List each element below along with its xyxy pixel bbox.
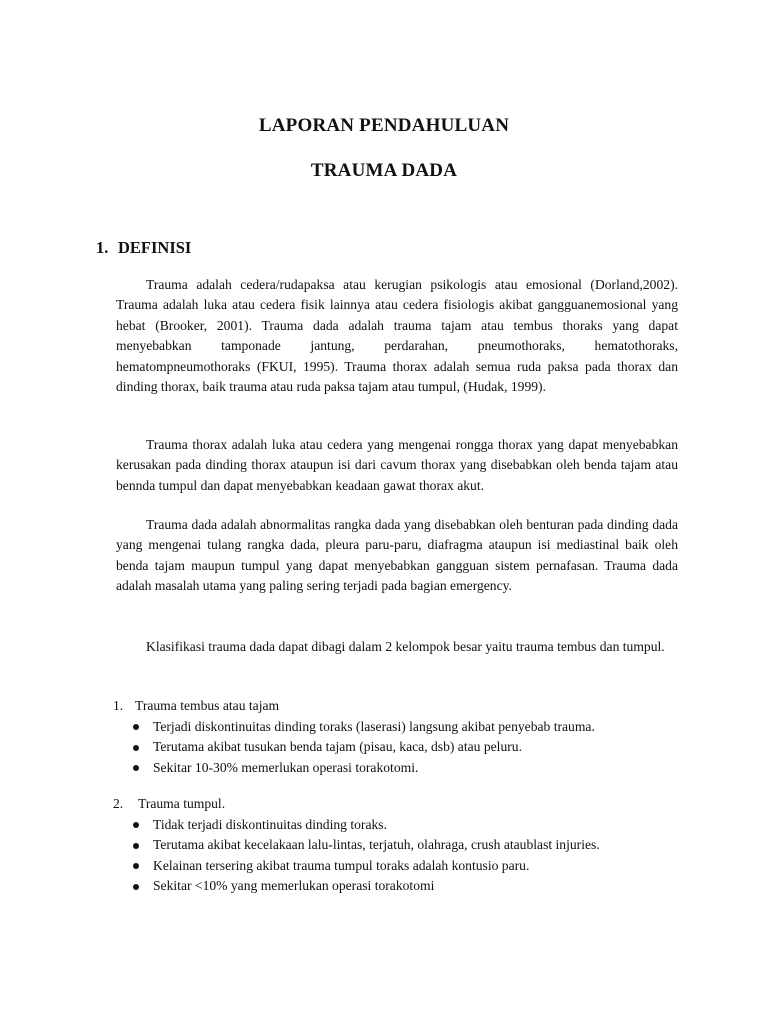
document-title: LAPORAN PENDAHULUAN <box>258 115 510 136</box>
bullet-icon <box>133 724 139 730</box>
paragraph-definition-2: Trauma thorax adalah luka atau cedera yang mengenai rongga thorax yang dapat menyebabkan kerusakan pada dinding thorax ataupun isi dari cavum thorax yang disebabkan oleh benda tajam atau bennda tumpul dan dapat menyebabkan keadaan gawat thorax akut. <box>116 437 678 493</box>
list-item <box>113 876 693 897</box>
paragraph-classification: Klasifikasi trauma dada dapat dibagi dalam 2 kelompok besar yaitu trauma tembus dan tumpul. <box>146 639 665 654</box>
section-number: 1. <box>96 238 109 257</box>
list-item <box>113 758 693 779</box>
list-item-text: Terutama akibat tusukan benda tajam (pisau, kaca, dsb) atau peluru. <box>153 739 522 754</box>
list-item <box>113 815 693 836</box>
document-subtitle: TRAUMA DADA <box>310 160 458 181</box>
bullet-list <box>113 717 693 779</box>
list-item-text: Sekitar 10-30% memerlukan operasi torakotomi. <box>153 759 419 775</box>
paragraph-definition-3: Trauma dada adalah abnormalitas rangka dada yang disebabkan oleh benturan pada dinding dada yang mengenai tulang rangka dada, pleura paru-paru, diafragma ataupun isi mediastinal baik oleh benda tajam maupun tumpul yang dapat menyebabkan gangguan sistem pernafasan. Trauma dada adalah masalah utama yang paling sering terjadi pada bagian emergency. <box>116 517 678 594</box>
list-number: 2. <box>113 796 124 811</box>
paragraph-definition-1: Trauma adalah cedera/rudapaksa atau kerugian psikologis atau emosional (Dorland,2002). Trauma adalah luka atau cedera fisik lainnya atau cedera fisiologis akibat gangguanemosional yang hebat (Brooker, 2001). Trauma dada adalah trauma tajam atau tembus thoraks yang dapat menyebabkan tamponade jantung, perdarahan, pneumothoraks, hematothoraks, hematompneumothoraks (FKUI, 1995). Trauma thorax adalah semua ruda paksa pada thorax dan dinding thorax, baik trauma atau ruda paksa tajam atau tumpul, (Hudak, 1999). <box>116 277 678 395</box>
bullet-icon <box>133 765 139 771</box>
list-number: 1. <box>113 698 124 713</box>
bullet-icon <box>133 843 139 849</box>
list-item-text: Tidak terjadi diskontinuitas dinding toraks. <box>153 816 387 832</box>
list-item-text: Terjadi diskontinuitas dinding toraks (laserasi) langsung akibat penyebab trauma. <box>153 718 595 734</box>
list-item-text: Sekitar <10% yang memerlukan operasi torakotomi <box>153 878 435 893</box>
list-item <box>113 856 693 877</box>
bullet-icon <box>133 863 139 869</box>
list-title <box>113 696 693 717</box>
list-item <box>113 717 693 738</box>
section-heading <box>96 238 191 258</box>
bullet-list <box>113 815 693 897</box>
list-title-text: Trauma tumpul. <box>138 796 226 811</box>
bullet-icon <box>133 884 139 890</box>
list-item-text: Kelainan tersering akibat trauma tumpul toraks adalah kontusio paru. <box>153 857 530 873</box>
section-title: DEFINISI <box>118 238 192 257</box>
list-item <box>113 835 693 856</box>
list-title <box>113 794 693 815</box>
list-item-text: Terutama akibat kecelakaan lalu-lintas, terjatuh, olahraga, crush ataublast injuries. <box>153 837 600 852</box>
bullet-icon <box>133 822 139 828</box>
list-title-text: Trauma tembus atau tajam <box>135 698 280 713</box>
list-item <box>113 737 693 758</box>
bullet-icon <box>133 745 139 751</box>
list-trauma-tumpul <box>113 794 693 897</box>
list-trauma-tembus <box>113 696 693 778</box>
